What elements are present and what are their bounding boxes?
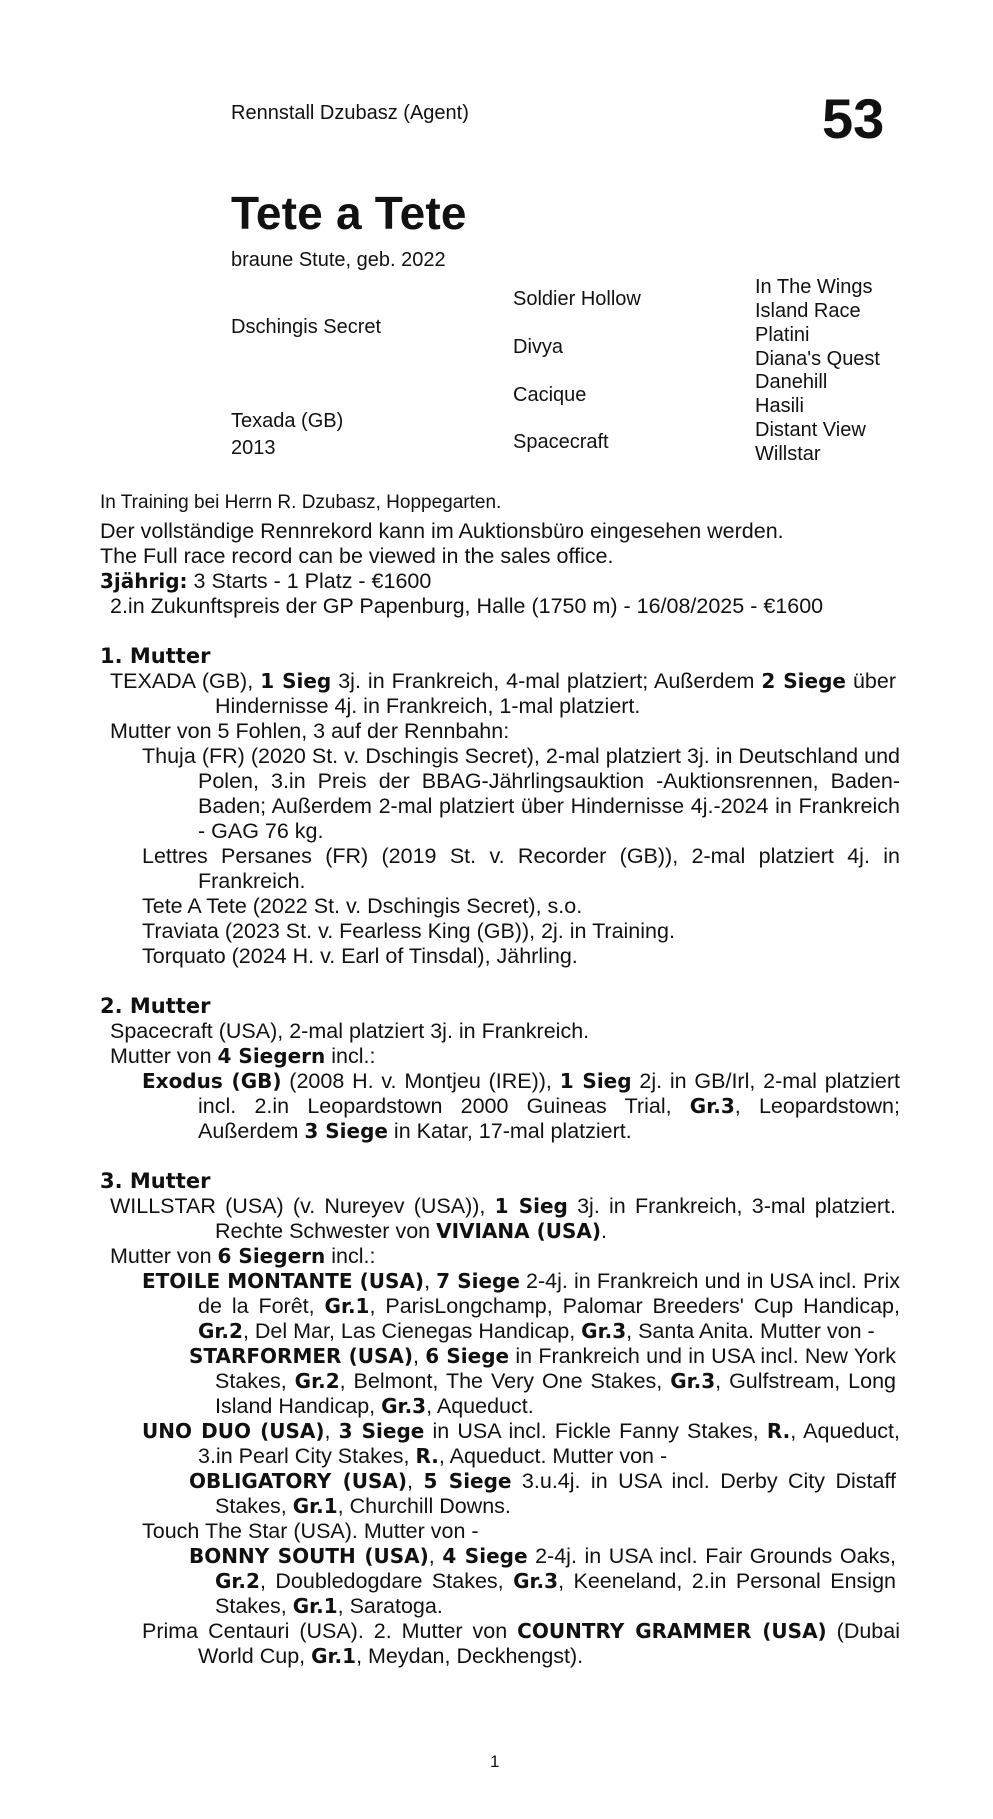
- dam-2-winners: Mutter von 4 Siegern incl.:: [110, 1044, 376, 1068]
- catalogue-body: [100, 490, 900, 1669]
- offspring-entry: Prima Centauri (USA). 2. Mutter von COUNTRY GRAMMER (USA) (Dubai World Cup, Gr.1, Meydan, Deckhengst).: [142, 1619, 900, 1668]
- age3-text: 3 Starts - 1 Platz - €1600: [187, 569, 432, 593]
- offspring-entry: Exodus (GB) (2008 H. v. Montjeu (IRE)), 1 Sieg 2j. in GB/Irl, 2-mal platziert incl. 2.in Leopardstown 2000 Guineas Trial, Gr.3, Leopardstown; Außerdem 3 Siege in Katar, 17-mal platziert.: [142, 1069, 900, 1143]
- age3-summary: [100, 569, 900, 594]
- dam-1-entry: TEXADA (GB), 1 Sieg 3j. in Frankreich, 4-mal platziert; Außerdem 2 Siege über Hindernisse 4j. in Frankreich, 1-mal platziert.: [110, 669, 896, 718]
- offspring-entry: Touch The Star (USA). Mutter von -: [142, 1519, 479, 1543]
- pedigree-gen3: Platini: [755, 324, 810, 346]
- training-note: In Training bei Herrn R. Dzubasz, Hoppegarten.: [100, 492, 502, 513]
- pedigree-sire: Dschingis Secret: [231, 316, 382, 338]
- offspring-entry: Lettres Persanes (FR) (2019 St. v. Recorder (GB)), 2-mal platziert 4j. in Frankreich.: [142, 844, 900, 893]
- placing-line: 2.in Zukunftspreis der GP Papenburg, Halle (1750 m) - 16/08/2025 - €1600: [110, 594, 824, 618]
- pedigree-sire-sire: Soldier Hollow: [513, 288, 641, 310]
- pedigree-gen3: Diana's Quest: [755, 348, 880, 370]
- dam-2-entry: Spacecraft (USA), 2-mal platziert 3j. in Frankreich.: [110, 1019, 590, 1043]
- section-1-title: 1. Mutter: [100, 644, 211, 668]
- offspring-entry: Thuja (FR) (2020 St. v. Dschingis Secret), 2-mal platziert 3j. in Deutschland und Polen, 3.in Preis der BBAG-Jährlingsauktion -Auktionsrennen, Baden-Baden; Außerdem 2-mal platziert über Hindernisse 4j.-2024 in Frankreich - GAG 76 kg.: [142, 744, 900, 843]
- pedigree-gen3: Distant View: [755, 419, 866, 441]
- section-2-title: 2. Mutter: [100, 994, 211, 1018]
- lot-number: 53: [822, 87, 885, 150]
- pedigree-dam: Texada (GB): [231, 410, 344, 432]
- pedigree-gen3: Danehill: [755, 371, 828, 393]
- age3-label: 3jährig:: [100, 569, 188, 593]
- record-note-de: Der vollständige Rennrekord kann im Auktionsbüro eingesehen werden.: [100, 519, 784, 543]
- pedigree-dam-sire: Cacique: [513, 384, 587, 406]
- pedigree-dam-dam: Spacecraft: [513, 431, 609, 453]
- pedigree-gen3: Hasili: [755, 395, 804, 417]
- offspring-entry: Tete A Tete (2022 St. v. Dschingis Secret), s.o.: [142, 894, 583, 918]
- dam-3-entry: WILLSTAR (USA) (v. Nureyev (USA)), 1 Sieg 3j. in Frankreich, 3-mal platziert. Rechte Schwester von VIVIANA (USA).: [110, 1194, 896, 1243]
- pedigree-sire-dam: Divya: [513, 336, 564, 358]
- horse-description: braune Stute, geb. 2022: [231, 249, 446, 271]
- offspring-entry: ETOILE MONTANTE (USA), 7 Siege 2-4j. in Frankreich und in USA incl. Prix de la Forêt, Gr.1, ParisLongchamp, Palomar Breeders' Cup Handicap, Gr.2, Del Mar, Las Cienegas Handicap, Gr.3, Santa Anita. Mutter von -: [142, 1269, 900, 1343]
- pedigree-gen3: In The Wings: [755, 276, 873, 298]
- grand-offspring-entry: BONNY SOUTH (USA), 4 Siege 2-4j. in USA incl. Fair Grounds Oaks, Gr.2, Doubledogdare Stakes, Gr.3, Keeneland, 2.in Personal Ensign Stakes, Gr.1, Saratoga.: [189, 1544, 896, 1618]
- pedigree-gen3: Willstar: [755, 443, 821, 465]
- dam-3-winners: Mutter von 6 Siegern incl.:: [110, 1244, 376, 1268]
- record-note-en: The Full race record can be viewed in the sales office.: [100, 544, 614, 568]
- grand-offspring-entry: STARFORMER (USA), 6 Siege in Frankreich und in USA incl. New York Stakes, Gr.2, Belmont, The Very One Stakes, Gr.3, Gulfstream, Long Island Handicap, Gr.3, Aqueduct.: [189, 1344, 896, 1418]
- stable-name: Rennstall Dzubasz (Agent): [231, 102, 469, 124]
- pedigree-dam-year: 2013: [231, 437, 276, 459]
- section-3-title: 3. Mutter: [100, 1169, 211, 1193]
- offspring-entry: UNO DUO (USA), 3 Siege in USA incl. Fickle Fanny Stakes, R., Aqueduct, 3.in Pearl City Stakes, R., Aqueduct. Mutter von -: [142, 1419, 900, 1468]
- horse-name: Tete a Tete: [231, 187, 467, 239]
- grand-offspring-entry: OBLIGATORY (USA), 5 Siege 3.u.4j. in USA incl. Derby City Distaff Stakes, Gr.1, Churchill Downs.: [189, 1469, 896, 1518]
- offspring-entry: Torquato (2024 H. v. Earl of Tinsdal), Jährling.: [142, 944, 578, 968]
- offspring-entry: Traviata (2023 St. v. Fearless King (GB)), 2j. in Training.: [142, 919, 675, 943]
- dam-1-foals: Mutter von 5 Fohlen, 3 auf der Rennbahn:: [110, 719, 510, 743]
- pedigree-gen3: Island Race: [755, 300, 861, 322]
- page-number: 1: [490, 1752, 500, 1771]
